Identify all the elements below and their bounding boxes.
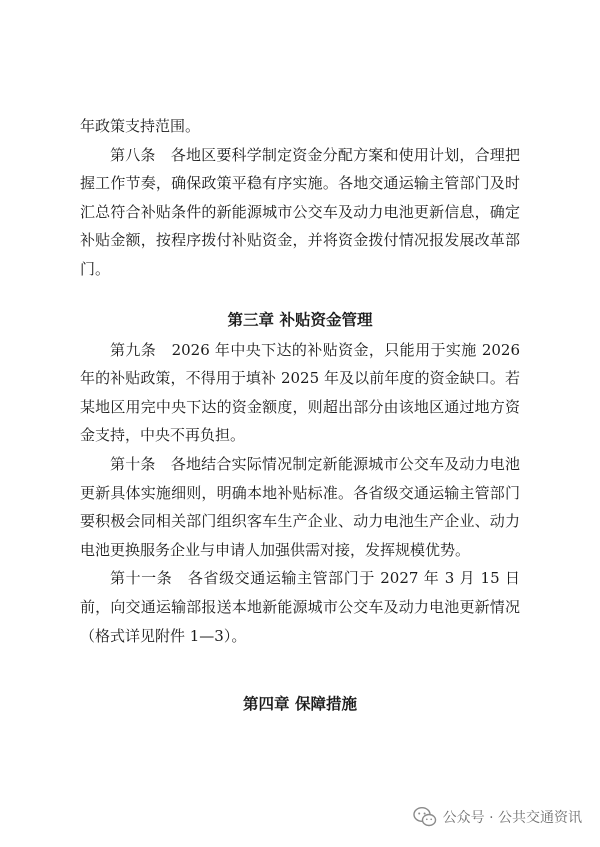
paragraph-continuation: 年政策支持范围。 [80,117,201,135]
watermark [413,806,582,828]
watermark-text: 公众号 · 公共交通资讯 [442,810,582,826]
paragraph-article-8: 第八条 各地区要科学制定资金分配方案和使用计划，合理把握工作节奏，确保政策平稳有序实施。各地交通运输主管部门及时汇总符合补贴条件的新能源城市公交车及动力电池更新信息，确定补贴金额，按程序拨付补贴资金，并将资金拨付情况报发展改革部门。 [80,145,520,278]
paragraph-article-9: 第九条 2026 年中央下达的补贴资金，只能用于实施 2026 年的补贴政策，不得用于填补 2025 年及以前年度的资金缺口。若某地区用完中央下达的资金额度，则超出部分由该地区通过地方资金支持，中央不再负担。 [80,340,520,445]
wechat-icon [413,806,437,828]
paragraph-article-11: 第十一条 各省级交通运输主管部门于 2027 年 3 月 15 日前，向交通运输部报送本地新能源城市公交车及动力电池更新情况（格式详见附件 1—3）。 [80,569,520,645]
chapter-3-title: 第三章 补贴资金管理 [227,310,373,329]
chapter-4-title: 第四章 保障措施 [243,695,357,714]
document-body [80,112,520,718]
paragraph-article-10: 第十条 各地结合实际情况制定新能源城市公交车及动力电池更新具体实施细则，明确本地补贴标准。各省级交通运输主管部门要积极会同相关部门组织客车生产企业、动力电池生产企业、动力电池更换服务企业与申请人加强供需对接，发挥规模优势。 [80,454,520,559]
